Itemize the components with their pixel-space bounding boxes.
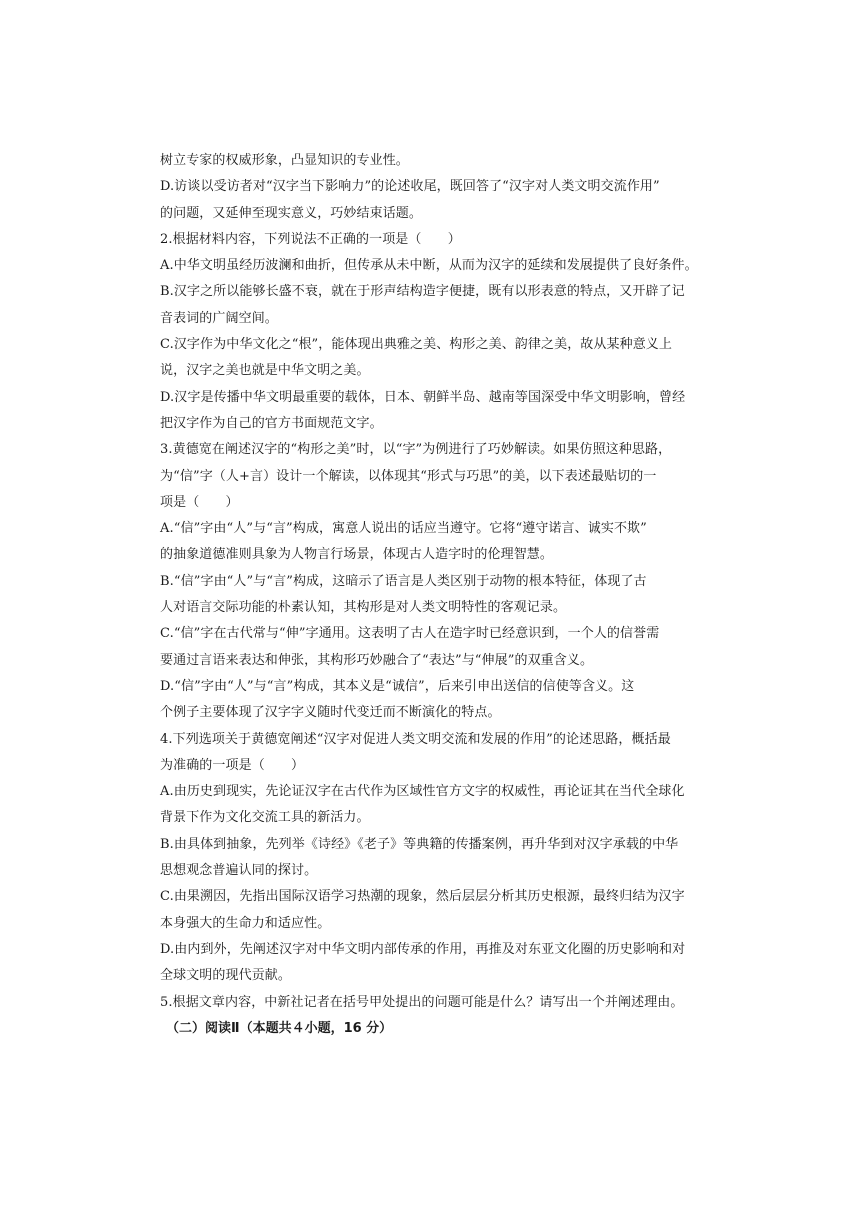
question-2-option-d: D.汉字是传播中华文明最重要的载体，日本、朝鲜半岛、越南等国深受中华文明影响，曾经 [160,389,686,405]
text-line: 背景下作为文化交流工具的新活力。 [160,810,370,826]
question-2-stem: 2.根据材料内容，下列说法不正确的一项是（ ） [160,231,461,247]
text-line: 的抽象道德准则具象为人物言行场景，体现古人造字时的伦理智慧。 [160,547,554,563]
text-line: 要通过言语来表达和伸张，其构形巧妙融合了“表达”与“伸展”的双重含义。 [160,652,594,668]
question-3-stem: 3.黄德宽在阐述汉字的“构形之美”时，以“字”为例进行了巧妙解读。如果仿照这种思路， [160,442,672,458]
text-line: 项是（ ） [160,494,239,510]
question-3-option-b: B.“信”字由“人”与“言”构成，这暗示了语言是人类区别于动物的根本特征，体现了古 [160,573,647,589]
question-2-option-b: B.汉字之所以能够长盛不衰，就在于形声结构造字便捷，既有以形表意的特点，又开辟了记 [160,284,685,300]
section-heading: （二）阅读Ⅱ（本题共４小题，16 分） [166,1020,393,1036]
text-line: 树立专家的权威形象，凸显知识的专业性。 [160,153,409,168]
text-line: 音表词的广阔空间。 [160,310,278,326]
text-line: D.访谈以受访者对“汉字当下影响力”的论述收尾，既回答了“汉字对人类文明交流作用” [160,179,660,195]
question-4-option-b: B.由具体到抽象，先列举《诗经》《老子》等典籍的传播案例，再升华到对汉字承载的中华 [160,836,679,852]
text-line: 本身强大的生命力和适应性。 [160,915,331,931]
text-line: 人对语言交际功能的朴素认知，其构形是对人类文明特性的客观记录。 [160,600,567,616]
text-line: 把汉字作为自己的官方书面规范文字。 [160,415,383,431]
question-4-stem: 4.下列选项关于黄德宽阐述“汉字对促进人类文明交流和发展的作用”的论述思路，概括最 [160,731,671,747]
text-line: 思想观念普遍认同的探讨。 [160,863,318,879]
question-3-option-a: A.“信”字由“人”与“言”构成，寓意人说出的话应当遵守。它将“遵守诺言、诚实不欺” [160,521,647,537]
text-line: 的问题，又延伸至现实意义，巧妙结束话题。 [160,205,423,221]
text-line: 全球文明的现代贡献。 [160,968,292,984]
question-2-option-a: A.中华文明虽经历波澜和曲折，但传承从未中断，从而为汉字的延续和发展提供了良好条件。 [160,258,698,274]
question-2-option-c: C.汉字作为中华文化之“根”，能体现出典雅之美、构形之美、韵律之美，故从某种意义上 [160,337,673,353]
question-4-option-a: A.由历史到现实，先论证汉字在古代作为区域性官方文字的权威性，再论证其在当代全球化 [160,784,685,800]
text-line: 说，汉字之美也就是中华文明之美。 [160,363,370,379]
text-line: 为准确的一项是（ ） [160,757,305,773]
question-4-option-c: C.由果溯因，先指出国际汉语学习热潮的现象，然后层层分析其历史根源，最终归结为汉字 [160,889,685,905]
document-page [160,148,710,1042]
text-line: 为“信”字（人+言）设计一个解读，以体现其“形式与巧思”的美，以下表述最贴切的一 [160,468,657,484]
question-3-option-d: D.“信”字由“人”与“言”构成，其本义是“诚信”，后来引申出送信的信使等含义。这 [160,678,635,694]
question-5-stem: 5.根据文章内容，中新社记者在括号甲处提出的问题可能是什么？请写出一个并阐述理由。 [160,994,684,1010]
text-line: 个例子主要体现了汉字字义随时代变迁而不断演化的特点。 [160,705,501,721]
question-3-option-c: C.“信”字在古代常与“伸”字通用。这表明了古人在造字时已经意识到，一个人的信誉需 [160,626,660,642]
question-4-option-d: D.由内到外，先阐述汉字对中华文明内部传承的作用，再推及对东亚文化圈的历史影响和对 [160,941,686,957]
